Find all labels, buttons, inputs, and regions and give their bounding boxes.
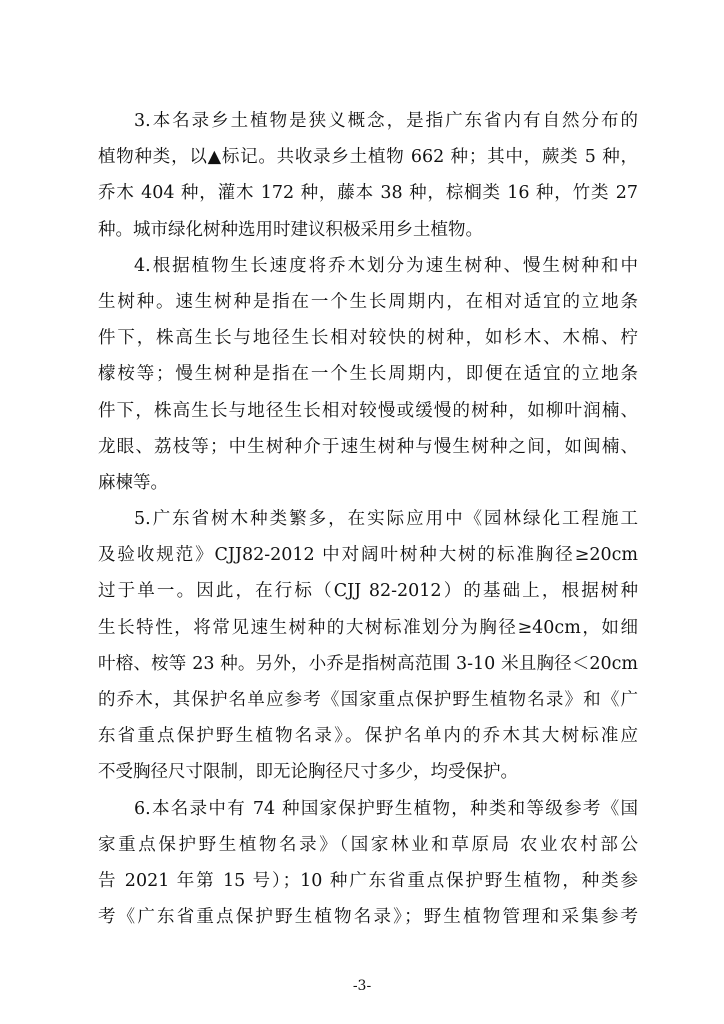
text-line: 龙眼、荔枝等；中生树种介于速生树种与慢生树种之间，如闽楠、: [98, 436, 638, 457]
document-body: [98, 103, 638, 935]
paragraph-6: [98, 791, 638, 936]
paragraph-3: [98, 103, 638, 248]
text-line: 考《广东省重点保护野生植物名录》；野生植物管理和采集参考: [98, 907, 638, 928]
paragraph-4: [98, 248, 638, 501]
text-line: 过于单一。因此，在行标（CJJ 82-2012）的基础上，根据树种: [98, 581, 638, 602]
text-line: 植物种类，以▲标记。共收录乡土植物 662 种；其中，蕨类 5 种，: [98, 147, 638, 168]
text-line: 3.本名录乡土植物是狭义概念，是指广东省内有自然分布的: [134, 111, 638, 131]
text-line: 乔木 404 种，灌木 172 种，藤本 38 种，棕榈类 16 种，竹类 27: [98, 183, 638, 204]
text-line: 件下，株高生长与地径生长相对较慢或缓慢的树种，如柳叶润楠、: [98, 400, 638, 421]
text-line: 4.根据植物生长速度将乔木划分为速生树种、慢生树种和中: [134, 255, 638, 276]
text-line: 生长特性，将常见速生树种的大树标准划分为胸径≥40cm，如细: [98, 617, 638, 638]
text-line: 家重点保护野生植物名录》（国家林业和草原局 农业农村部公: [98, 834, 638, 855]
text-line: 叶榕、桉等 23 种。另外，小乔是指树高范围 3-10 米且胸径＜20cm: [98, 653, 638, 674]
text-line: 不受胸径尺寸限制，即无论胸径尺寸多少，均受保护。: [98, 762, 518, 783]
text-line: 东省重点保护野生植物名录》。保护名单内的乔木其大树标准应: [98, 726, 638, 747]
text-line: 件下，株高生长与地径生长相对较快的树种，如杉木、木棉、柠: [98, 328, 638, 349]
paragraph-5: [98, 501, 638, 791]
page-number: -3-: [352, 978, 372, 994]
text-line: 及验收规范》CJJ82-2012 中对阔叶树种大树的标准胸径≥20cm: [98, 545, 638, 566]
text-line: 檬桉等；慢生树种是指在一个生长周期内，即便在适宜的立地条: [98, 364, 638, 385]
text-line: 6.本名录中有 74 种国家保护野生植物，种类和等级参考《国: [134, 798, 638, 819]
text-line: 种。城市绿化树种选用时建议积极采用乡土植物。: [98, 219, 483, 240]
text-line: 麻楝等。: [98, 472, 168, 493]
text-line: 生树种。速生树种是指在一个生长周期内，在相对适宜的立地条: [98, 291, 638, 312]
text-line: 的乔木，其保护名单应参考《国家重点保护野生植物名录》和《广: [98, 690, 638, 710]
text-line: 告 2021 年第 15 号）；10 种广东省重点保护野生植物，种类参: [98, 870, 638, 891]
text-line: 5.广东省树木种类繁多，在实际应用中《园林绿化工程施工: [134, 509, 638, 530]
